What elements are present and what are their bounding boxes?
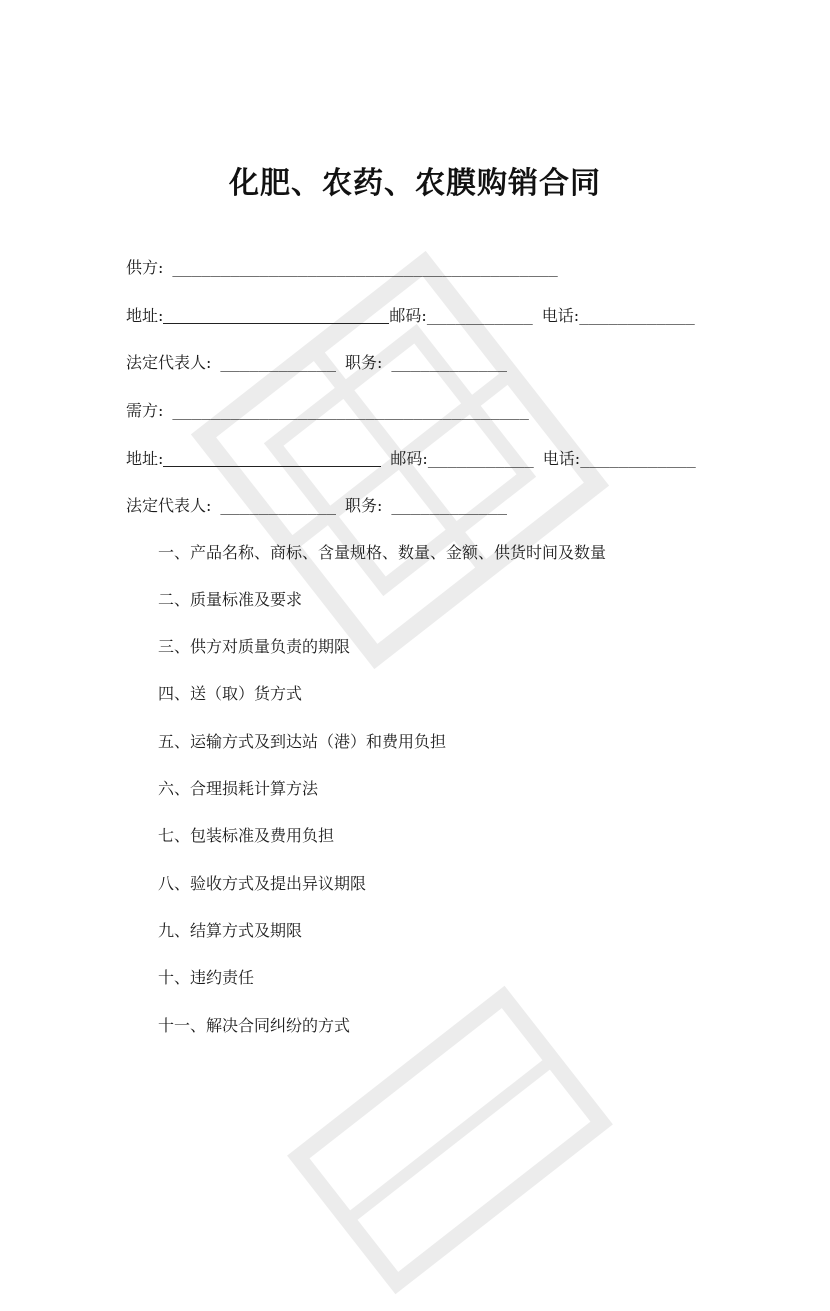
- buyer-address-label: 地址:: [126, 449, 164, 468]
- supplier-postcode-label: 邮码:: [389, 306, 427, 325]
- clause-item: 十、违约责任: [158, 968, 255, 987]
- clause-item: 一、产品名称、商标、含量规格、数量、金额、供货时间及数量: [158, 543, 607, 562]
- clause-item: 七、包装标准及费用负担: [158, 826, 335, 845]
- buyer-label: 需方:: [126, 401, 164, 420]
- clause-item: 二、质量标准及要求: [158, 590, 303, 609]
- buyer-position-label: 职务:: [345, 496, 383, 515]
- supplier-label: 供方:: [126, 258, 164, 277]
- buyer-rep-blank[interactable]: ____________: [220, 496, 336, 515]
- document-title: 化肥、农药、农膜购销合同: [229, 166, 601, 201]
- clause-item: 八、验收方式及提出异议期限: [158, 874, 367, 893]
- buyer-line: [126, 401, 529, 421]
- buyer-postcode-blank[interactable]: ___________: [427, 449, 534, 468]
- supplier-position-blank[interactable]: ____________: [391, 353, 507, 372]
- clause-item: 十一、解决合同纠纷的方式: [158, 1016, 351, 1035]
- supplier-address-field[interactable]: [163, 308, 389, 324]
- clause-item: 三、供方对质量负责的期限: [158, 637, 351, 656]
- supplier-phone-blank[interactable]: ____________: [579, 306, 695, 325]
- buyer-phone-blank[interactable]: ____________: [580, 449, 696, 468]
- supplier-blank[interactable]: ________________________________________: [172, 258, 558, 277]
- clause-item: 四、送（取）货方式: [158, 684, 303, 703]
- buyer-address-field[interactable]: [163, 451, 381, 467]
- supplier-rep-label: 法定代表人:: [126, 353, 212, 372]
- buyer-blank[interactable]: _____________________________________: [172, 401, 529, 420]
- supplier-postcode-blank[interactable]: ___________: [426, 306, 533, 325]
- supplier-rep-line: [126, 353, 507, 373]
- buyer-address-line: [126, 449, 696, 469]
- buyer-rep-label: 法定代表人:: [126, 496, 212, 515]
- buyer-rep-line: [126, 496, 507, 516]
- supplier-address-label: 地址:: [126, 306, 164, 325]
- buyer-position-blank[interactable]: ____________: [391, 496, 507, 515]
- buyer-phone-label: 电话:: [542, 449, 581, 468]
- supplier-address-line: [126, 306, 695, 326]
- supplier-position-label: 职务:: [345, 353, 383, 372]
- supplier-line: [126, 258, 558, 278]
- supplier-rep-blank[interactable]: ____________: [220, 353, 336, 372]
- clause-item: 九、结算方式及期限: [158, 921, 303, 940]
- clause-item: 五、运输方式及到达站（港）和费用负担: [158, 732, 447, 751]
- supplier-phone-label: 电话:: [541, 306, 580, 325]
- buyer-postcode-label: 邮码:: [390, 449, 428, 468]
- clause-item: 六、合理损耗计算方法: [158, 779, 319, 798]
